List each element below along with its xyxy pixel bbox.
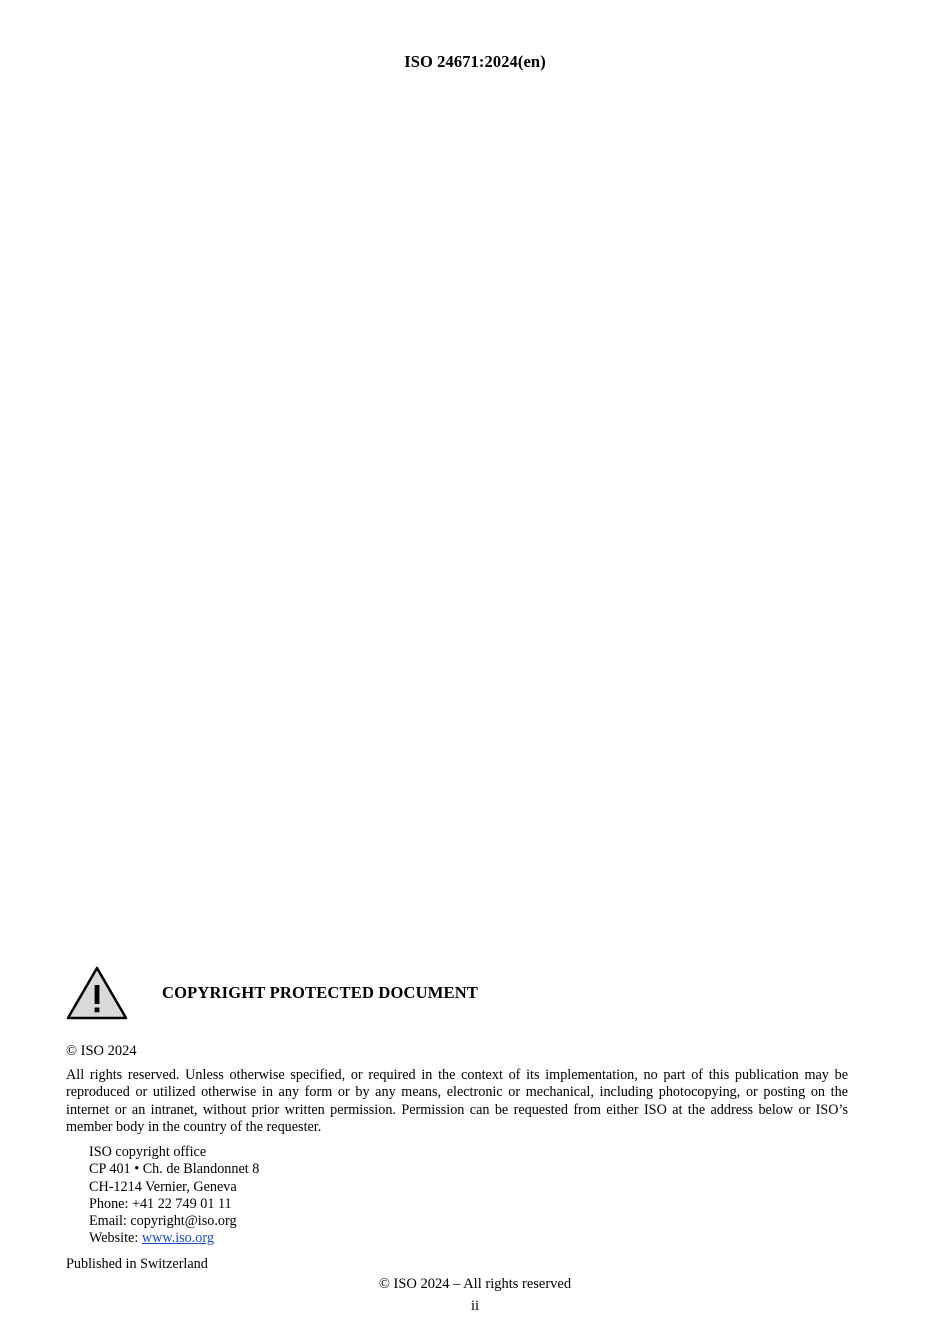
address-line: Phone: +41 22 749 01 11	[89, 1195, 232, 1212]
iso-website-link[interactable]: www.iso.org	[141, 1230, 214, 1247]
page-header: ISO 24671:2024(en)	[404, 52, 546, 71]
website-line	[89, 1230, 856, 1247]
published-in: Published in Switzerland	[66, 1255, 208, 1272]
copyright-address	[89, 1144, 856, 1248]
copyright-year: © ISO 2024	[66, 1043, 137, 1059]
address-line: CP 401 • Ch. de Blandonnet 8	[89, 1161, 260, 1178]
copyright-block	[66, 962, 856, 1273]
address-line: CH-1214 Vernier, Geneva	[89, 1178, 237, 1195]
page-number: ii	[470, 1298, 480, 1314]
copyright-title: COPYRIGHT PROTECTED DOCUMENT	[162, 983, 479, 1002]
page-footer: © ISO 2024 – All rights reserved	[378, 1276, 572, 1292]
warning-triangle-icon	[66, 965, 128, 1021]
address-line: Email: copyright@iso.org	[89, 1213, 237, 1229]
copyright-body-text: All rights reserved. Unless otherwise specified, or required in the context of its implementation, no part of this publication may be reproduced or utilized otherwise in any form or by any means, electronic or mechanical, including photocopying, or posting on the internet or an intranet, without prior written permission. Permission can be requested from either ISO at the address below or ISO’s member body in the country of the requester.	[66, 1067, 848, 1135]
website-label: Website:	[89, 1230, 142, 1247]
copyright-title-row	[66, 962, 856, 1024]
address-line: ISO copyright office	[89, 1144, 207, 1160]
